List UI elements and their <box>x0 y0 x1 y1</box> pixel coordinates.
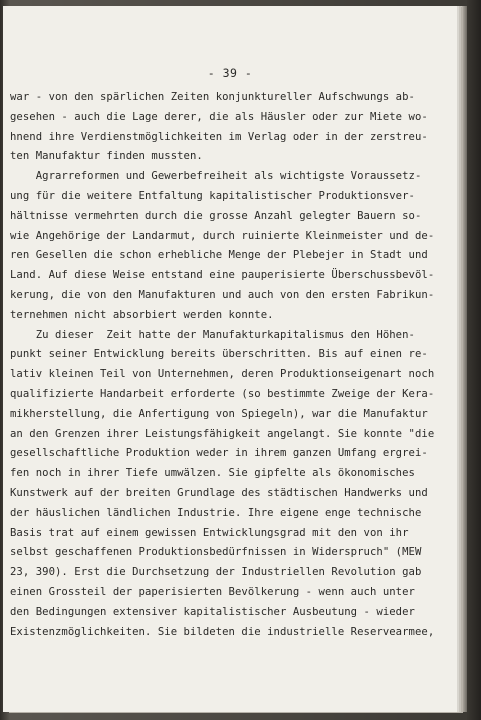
text-line: selbst geschaffenen Produktionsbedürfnissen in Widerspruch" (MEW <box>10 546 422 559</box>
text-line: Kunstwerk auf der breiten Grundlage des städtischen Handwerks und <box>10 486 428 499</box>
text-line: der häuslichen ländlichen Industrie. Ihre eigene enge technische <box>10 506 422 519</box>
text-line: einen Grossteil der paperisierten Bevölkerung - wenn auch unter <box>10 585 415 598</box>
text-line: gesehen - auch die Lage derer, die als Häusler oder zur Miete wo- <box>10 110 428 123</box>
text-line: Existenzmöglichkeiten. Sie bildeten die industrielle Reservearmee, <box>10 625 435 638</box>
text-line: fen noch in ihrer Tiefe umwälzen. Sie gipfelte als ökonomisches <box>10 467 415 480</box>
text-line: den Bedingungen extensiver kapitalistischer Ausbeutung - wieder <box>10 605 415 618</box>
text-line: wie Angehörige der Landarmut, durch ruinierte Kleinmeister und de- <box>10 229 435 242</box>
text-line: mikherstellung, die Anfertigung von Spiegeln), war die Manufaktur <box>10 407 428 420</box>
text-line: Agrarreformen und Gewerbefreiheit als wichtigste Voraussetz- <box>10 170 422 183</box>
text-line: lativ kleinen Teil von Unternehmen, deren Produktionseigenart noch <box>10 368 435 381</box>
text-line: an den Grenzen ihrer Leistungsfähigkeit angelangt. Sie konnte "die <box>10 427 435 440</box>
text-line: ternehmen nicht absorbiert werden konnte. <box>10 308 274 321</box>
binder-strip <box>467 0 481 720</box>
text-line: Land. Auf diese Weise entstand eine pauperisierte Überschussbevöl- <box>10 269 435 282</box>
text-line: kerung, die von den Manufakturen und auch von den ersten Fabrikun- <box>10 288 435 301</box>
text-line: Basis trat auf einem gewissen Entwicklungsgrad mit den von ihr <box>10 526 409 539</box>
text-line: hältnisse vermehrten durch die grosse Anzahl gelegter Bauern so- <box>10 209 422 222</box>
page-edge <box>457 6 467 712</box>
text-line: punkt seiner Entwicklung bereits überschritten. Bis auf einen re- <box>10 348 428 361</box>
text-line: hnend ihre Verdienstmöglichkeiten im Verlag oder in der zerstreu- <box>10 130 428 143</box>
text-line: gesellschaftliche Produktion weder in ihrem ganzen Umfang ergrei- <box>10 447 428 460</box>
text-line: 23, 390). Erst die Durchsetzung der Industriellen Revolution gab <box>10 566 422 579</box>
text-line: ung für die weitere Entfaltung kapitalistischer Produktionsver- <box>10 189 415 202</box>
text-line: Zu dieser Zeit hatte der Manufakturkapitalismus den Höhen- <box>10 328 415 341</box>
text-line: ren Gesellen die schon erhebliche Menge der Plebejer in Stadt und <box>10 249 428 262</box>
text-line: qualifizierte Handarbeit erforderte (so bestimmte Zweige der Kera- <box>10 387 435 400</box>
body-text <box>10 88 450 642</box>
document-page <box>3 6 457 712</box>
text-line: ten Manufaktur finden mussten. <box>10 150 203 163</box>
text-line: war - von den spärlichen Zeiten konjunktureller Aufschwungs ab- <box>10 91 415 103</box>
page-number: - 39 - <box>207 66 253 80</box>
